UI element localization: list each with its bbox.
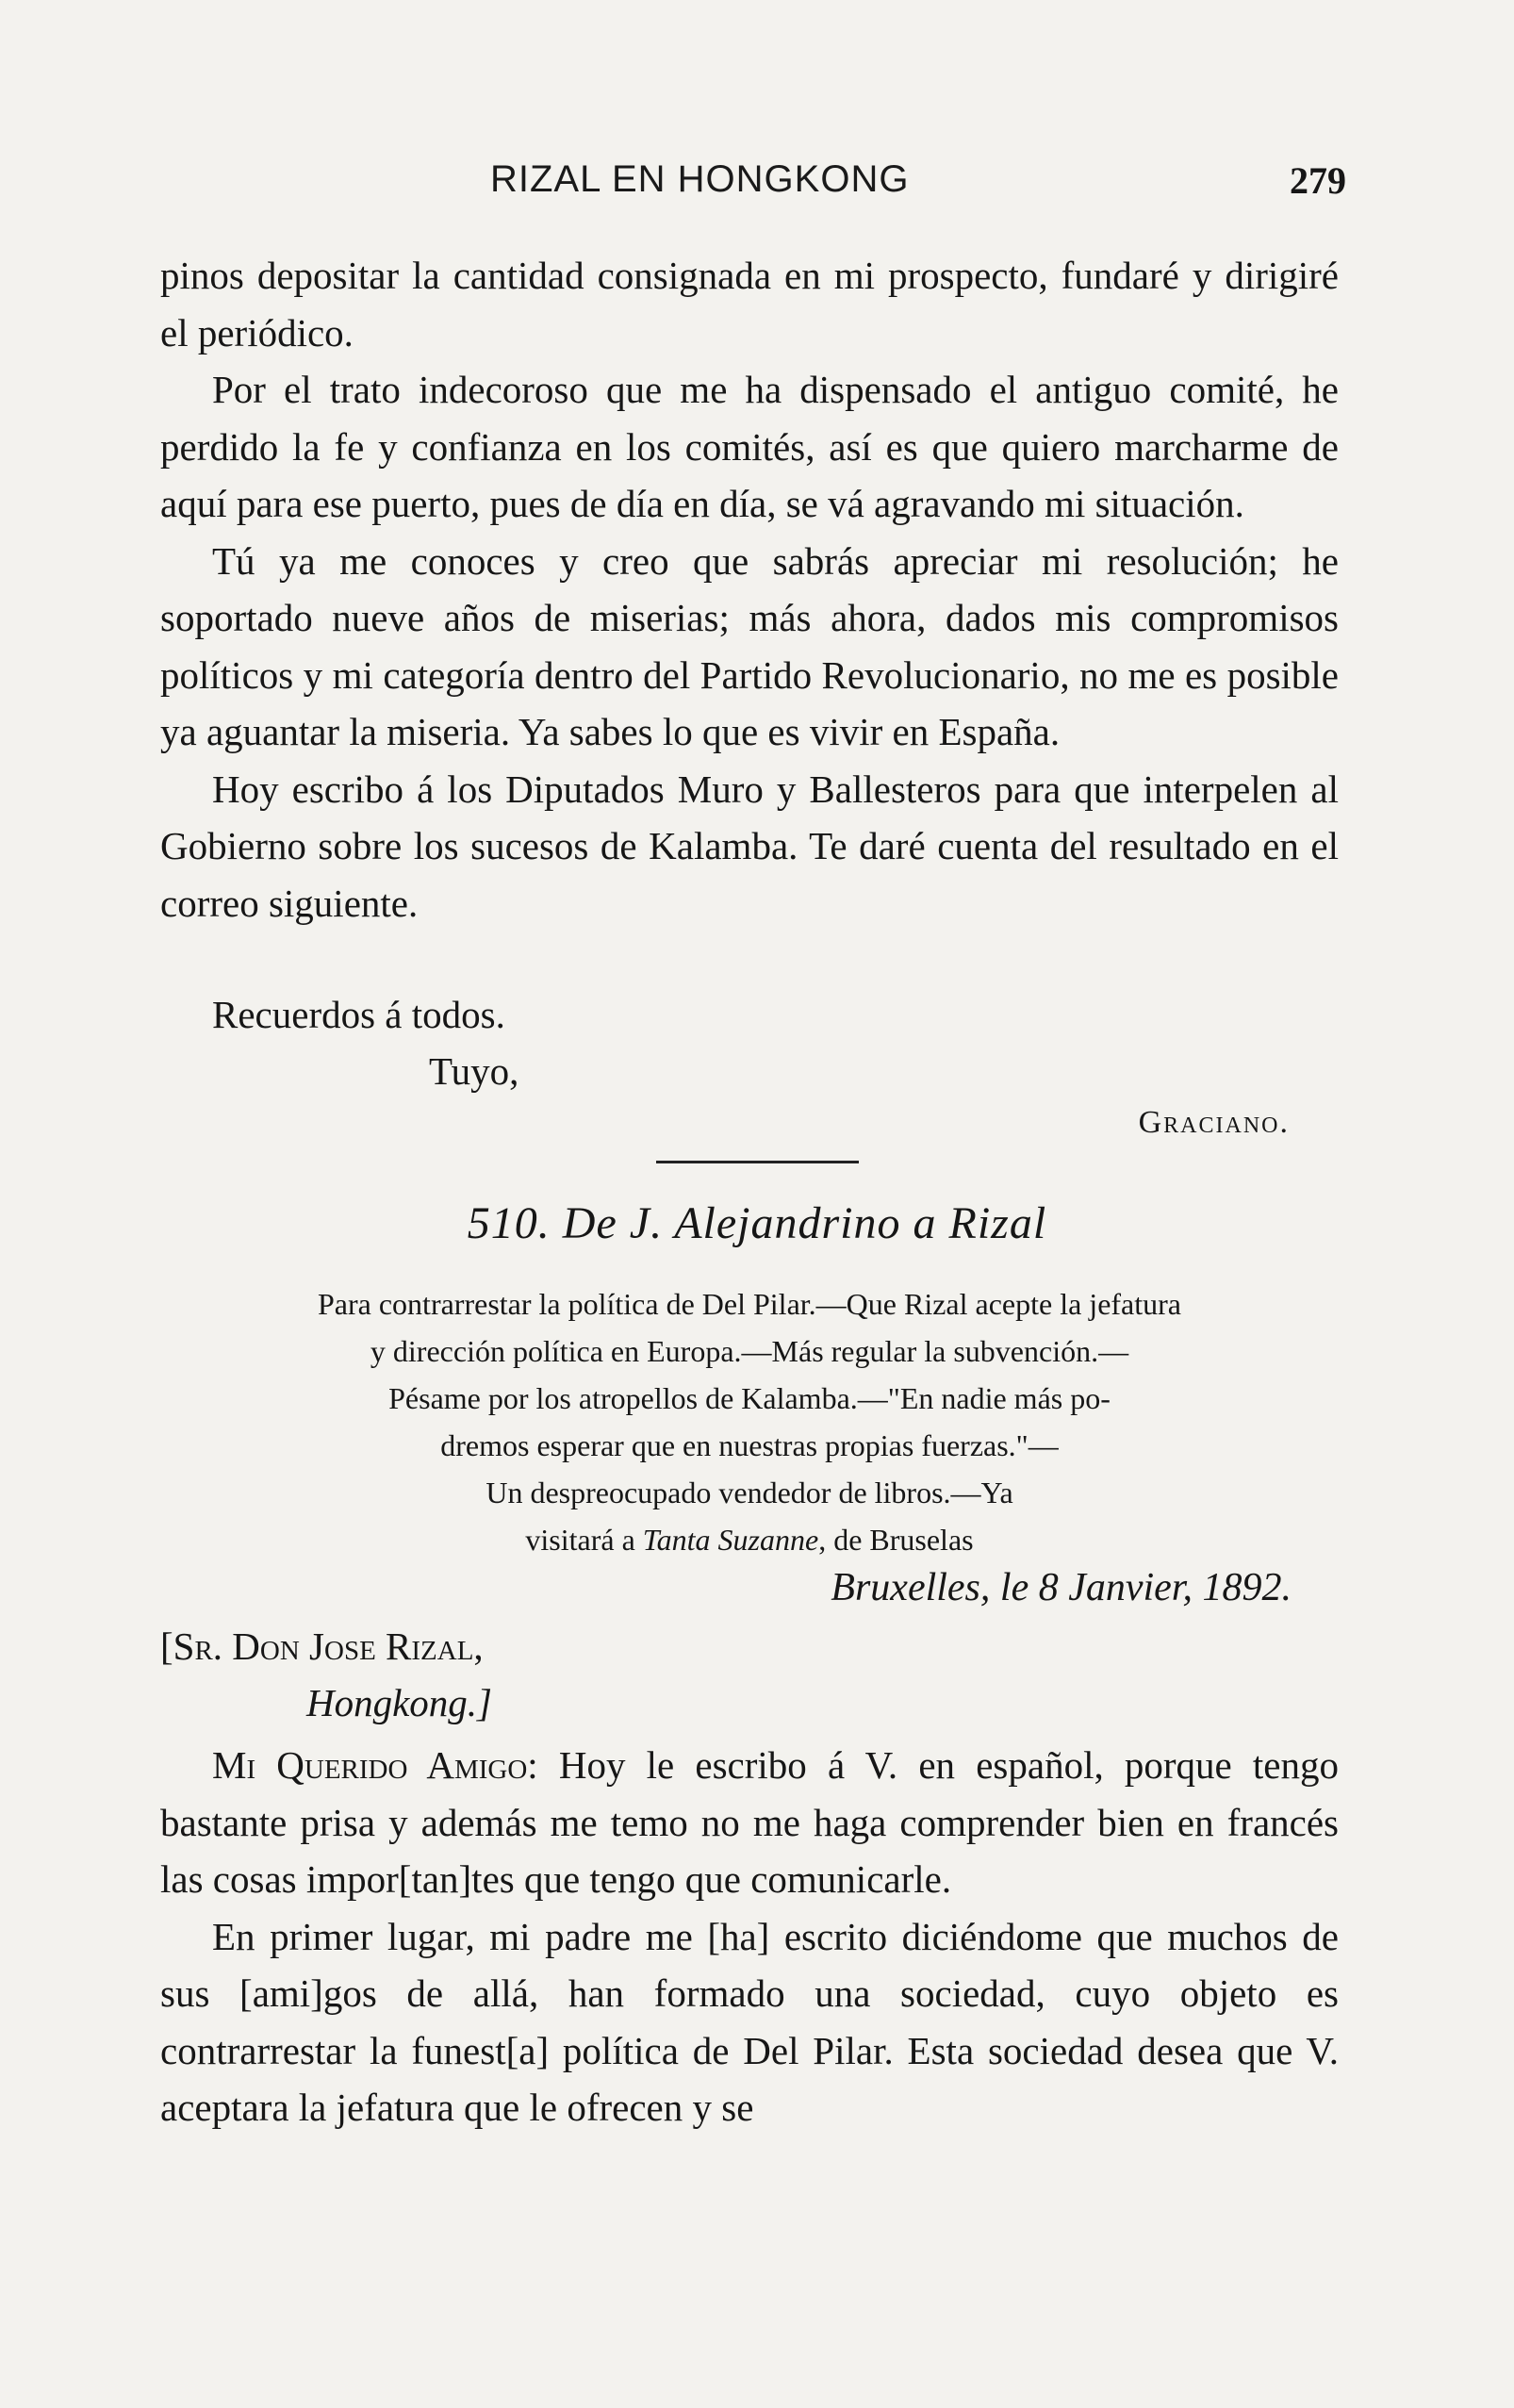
paragraph: pinos depositar la cantidad consignada en mi prospecto, fundaré y dirigiré el periódico. bbox=[160, 254, 1339, 355]
letter-heading: 510. De J. Alejandrino a Rizal bbox=[467, 1198, 1047, 1248]
page-header bbox=[160, 158, 1346, 215]
summary-line: Para contrarrestar la política de Del Pilar.—Que Rizal acepte la jefatura bbox=[317, 1287, 1181, 1321]
section-divider bbox=[656, 1161, 859, 1163]
summary-text: , de Bruselas bbox=[818, 1523, 974, 1557]
summary-line: y dirección política en Europa.—Más regular la subvención.— bbox=[370, 1334, 1129, 1368]
paragraph: Tú ya me conoces y creo que sabrás apreciar mi resolución; he soportado nueve años de miserias; más ahora, dados mis compromisos políticos y mi categoría dentro del Partido Revolucionario, no me es posible ya aguantar la miseria. Ya sabes lo que es vivir en España. bbox=[160, 538, 1339, 753]
running-title: RIZAL EN HONGKONG bbox=[490, 158, 910, 200]
closing-regards: Recuerdos á todos. bbox=[212, 993, 505, 1036]
address-line: Hongkong.] bbox=[306, 1681, 493, 1724]
summary-line: dremos esperar que en nuestras propias fuerzas."— bbox=[440, 1428, 1059, 1462]
signature: Graciano. bbox=[1138, 1105, 1290, 1140]
paragraph: Hoy escribo á los Diputados Muro y Ballesteros para que interpelen al Gobierno sobre los sucesos de Kalamba. Te daré cuenta del resultado en el correo siguiente. bbox=[160, 767, 1339, 925]
letter-510-body bbox=[160, 1737, 1339, 2136]
letter-509-body bbox=[160, 247, 1339, 932]
summary-line bbox=[160, 1516, 1339, 1563]
closing-yours: Tuyo, bbox=[429, 1049, 519, 1093]
summary-line: Un despreocupado vendedor de libros.—Ya bbox=[485, 1476, 1013, 1509]
dateline: Bruxelles, le 8 Janvier, 1892. bbox=[831, 1566, 1292, 1609]
paragraph: En primer lugar, mi padre me [ha] escrito diciéndome que muchos de sus [ami]gos de allá, han formado una sociedad, cuyo objeto es contrarrestar la funest[a] política de Del Pilar. Esta sociedad desea que V. aceptara la jefatura que le ofrecen y se bbox=[160, 1914, 1339, 2129]
paragraph bbox=[160, 1737, 1339, 1908]
paragraph: Por el trato indecoroso que me ha dispensado el antiguo comité, he perdido la fe y confianza en los comités, así es que quiero marcharme de aquí para ese puerto, pues de día en día, se vá agravando mi situación. bbox=[160, 368, 1339, 525]
address-line: [Sr. Don Jose Rizal, bbox=[160, 1625, 484, 1668]
salutation: Mi Querido Amigo bbox=[212, 1743, 528, 1787]
letter-summary bbox=[160, 1280, 1339, 1563]
paragraph-text: : Hoy le escribo á V. en español, porque tengo bastante prisa y además me temo no me haga comprender bien en francés las cosas impor[tan]tes que tengo que comunicarle. bbox=[160, 1743, 1339, 1901]
page-number: 279 bbox=[1290, 159, 1346, 202]
summary-italic-title: Tanta Suzanne bbox=[642, 1523, 819, 1557]
summary-text: visitará a bbox=[525, 1523, 643, 1557]
summary-line: Pésame por los atropellos de Kalamba.—"En nadie más po- bbox=[388, 1381, 1111, 1415]
